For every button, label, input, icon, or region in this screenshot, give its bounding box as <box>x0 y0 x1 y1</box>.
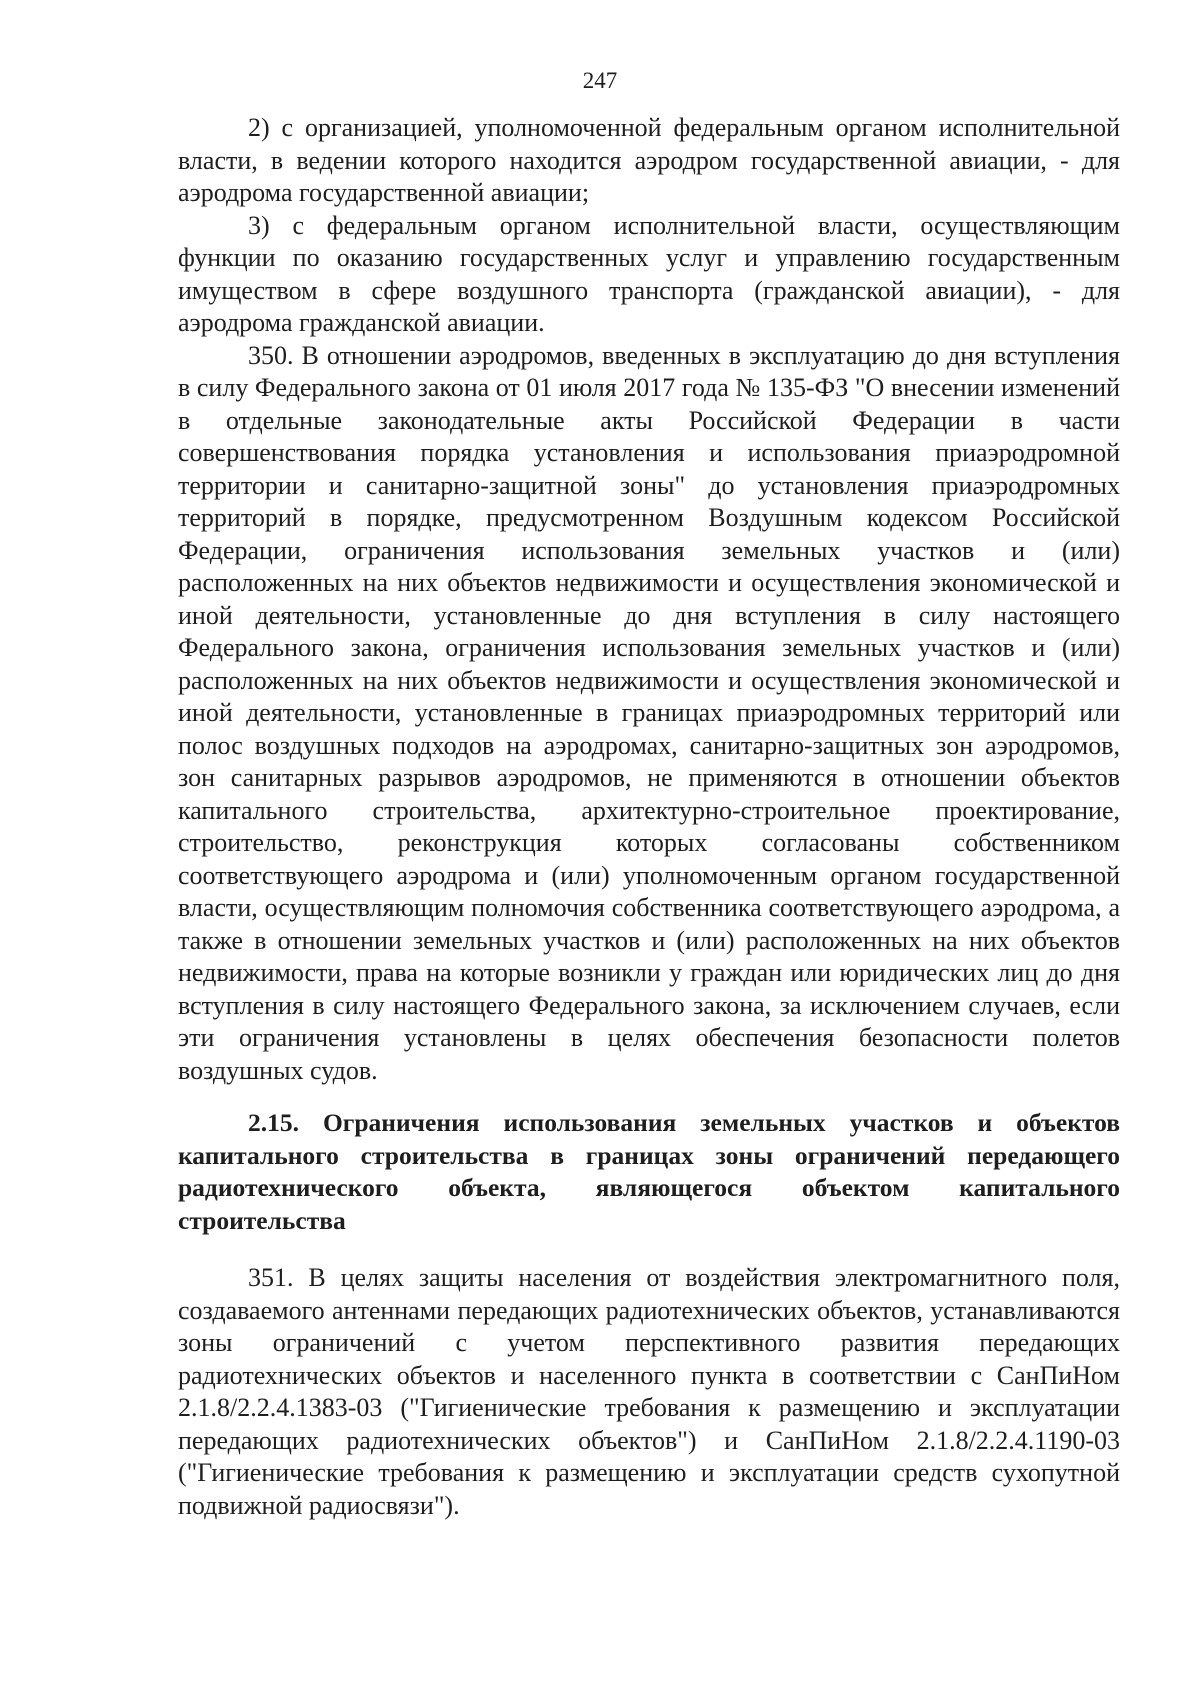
paragraph-item-3: 3) с федеральным органом исполнительной власти, осуществляющим функции по оказанию государственных услуг и управлению государственным имуществом в сфере воздушного транспорта (гражданской авиации), - для аэродрома гражданской авиации. <box>178 210 1120 337</box>
paragraph-item-351: 351. В целях защиты населения от воздействия электромагнитного поля, создаваемого антеннами передающих радиотехнических объектов, устанавливаются зоны ограничений с учетом перспективного развития передающих радиотехнических объектов и населенного пункта в соответствии с СанПиНом 2.1.8/2.2.4.1383-03 ("Гигиенические требования к размещению и эксплуатации передающих радиотехнических объектов") и СанПиНом 2.1.8/2.2.4.1190-03 ("Гигиенические требования к размещению и эксплуатации средств сухопутной подвижной радиосвязи"). <box>178 1263 1120 1520</box>
page-number: 247 <box>582 68 618 93</box>
paragraph-item-350: 350. В отношении аэродромов, введенных в эксплуатацию до дня вступления в силу Федерального закона от 01 июля 2017 года № 135-ФЗ "О внесении изменений в отдельные законодательные акты Российской Федерации в части совершенствования порядка установления и использования приаэродромной территории и санитарно-защитной зоны" до установления приаэродромных территорий в порядке, предусмотренном Воздушным кодексом Российской Федерации, ограничения использования земельных участков и (или) расположенных на них объектов недвижимости и осуществления экономической и иной деятельности, установленные до дня вступления в силу настоящего Федерального закона, ограничения использования земельных участков и (или) расположенных на них объектов недвижимости и осуществления экономической и иной деятельности, установленные в границах приаэродромных территорий или полос воздушных подходов на аэродромах, санитарно-защитных зон аэродромов, зон санитарных разрывов аэродромов, не применяются в отношении объектов капитального строительства, архитектурно-строительное проектирование, строительство, реконструкция которых согласованы собственником соответствующего аэродрома и (или) уполномоченным органом государственной власти, осуществляющим полномочия собственника соответствующего аэродрома, а также в отношении земельных участков и (или) расположенных на них объектов недвижимости, права на которые возникли у граждан или юридических лиц до дня вступления в силу настоящего Федерального закона, за исключением случаев, если эти ограничения установлены в целях обеспечения безопасности полетов воздушных судов. <box>178 340 1120 1085</box>
paragraph-item-2: 2) с организацией, уполномоченной федеральным органом исполнительной власти, в ведении которого находится аэродром государственной авиации, - для аэродрома государственной авиации; <box>178 113 1120 207</box>
document-body <box>178 112 1120 1522</box>
section-heading-2-15: 2.15. Ограничения использования земельных участков и объектов капитального строительства в границах зоны ограничений передающего радиотехнического объекта, являющегося объектом капитального строительства <box>178 1108 1120 1235</box>
